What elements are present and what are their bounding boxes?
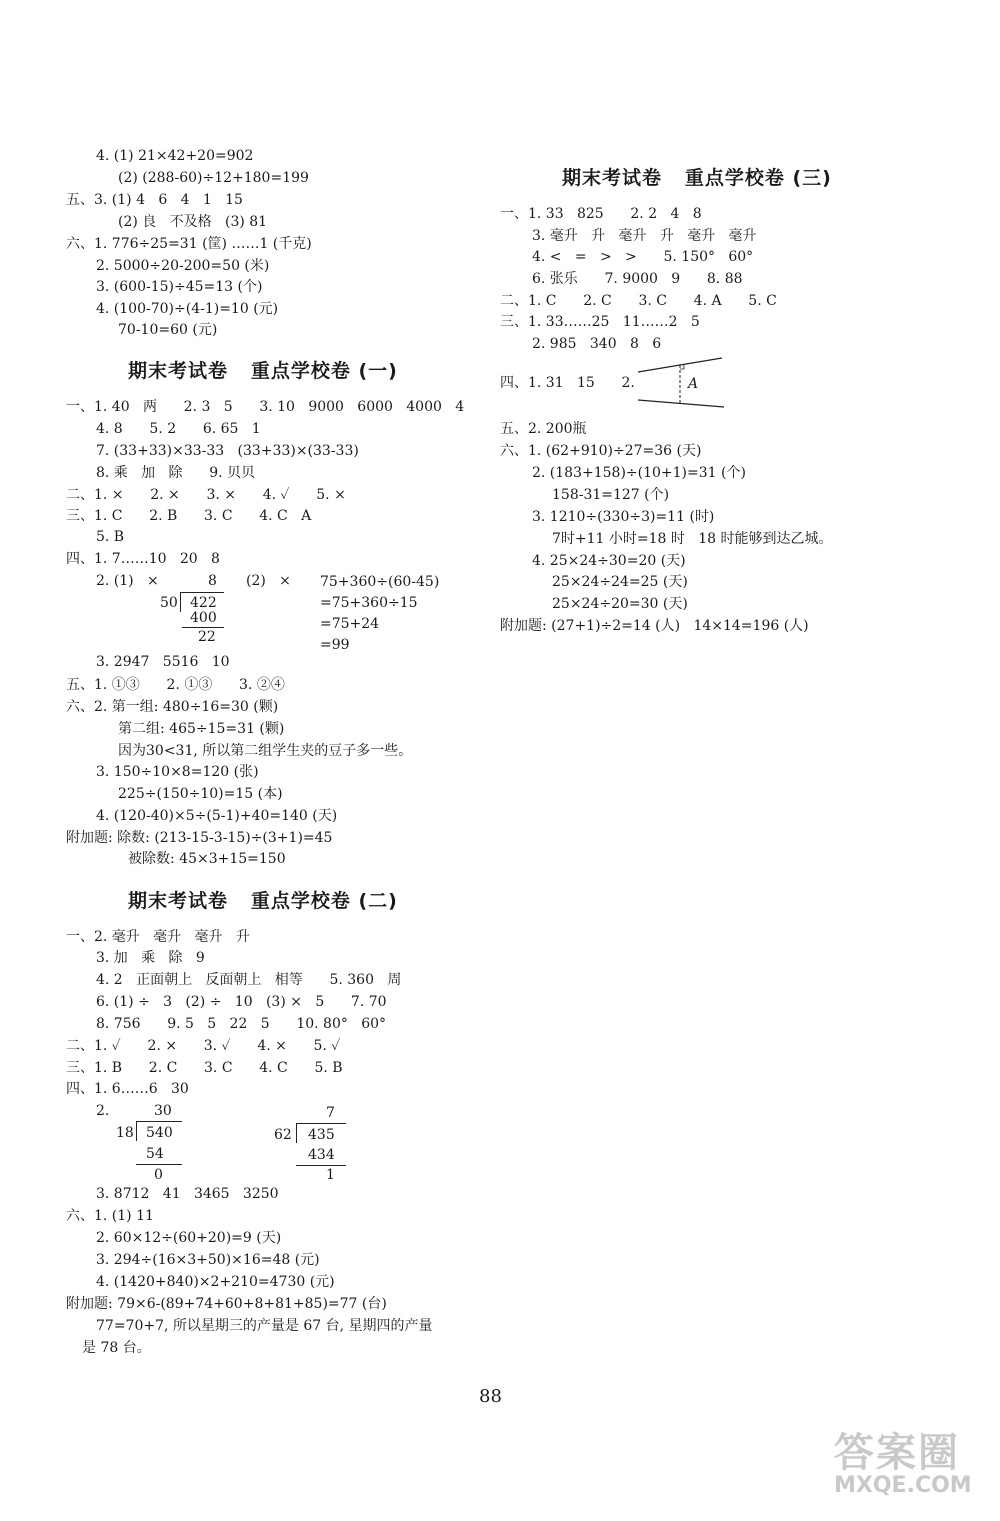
equation: =75+360÷15 (320, 595, 418, 611)
answer-line: 4. (120-40)×5÷(5-1)+40=140 (天) (96, 808, 338, 824)
watermark-logo (830, 1419, 986, 1507)
answer-line: 四、1. 31 15 2. (500, 375, 635, 391)
watermark-url: MXQE.COM (834, 1473, 972, 1498)
answer-line: 2. 5000÷20-200=50 (米) (96, 258, 270, 274)
remainder: 0 (154, 1167, 163, 1183)
divisor: 62 (274, 1127, 292, 1143)
answer-line: 3. 2947 5516 10 (96, 654, 230, 670)
answer-line: 二、1. ✓ 2. × 3. ✓ 4. × 5. ✓ (66, 1038, 341, 1054)
answer-line: 五、1. ①③ 2. ①③ 3. ②④ (66, 677, 285, 693)
answer-line: 五、2. 200瓶 (500, 421, 587, 437)
division-bracket (296, 1123, 297, 1143)
answer-line: 2. (183+158)÷(10+1)=31 (个) (532, 465, 746, 481)
answer-line: 一、1. 33 825 2. 2 4 8 (500, 206, 702, 222)
equation: =99 (320, 637, 350, 653)
answer-line: 25×24÷20=30 (天) (552, 596, 688, 612)
answer-line: 六、1. (62+910)÷27=36 (天) (500, 443, 702, 459)
answer-line: 三、1. 33……25 11……2 5 (500, 314, 700, 330)
answer-line: 4. (1420+840)×2+210=4730 (元) (96, 1274, 335, 1290)
division-bracket (180, 592, 181, 612)
answer-line: 3. 150÷10×8=120 (张) (96, 764, 259, 780)
answer-line: 77=70+7, 所以星期三的产量是 67 台, 星期四的产量 (96, 1318, 433, 1334)
answer-line: 3. 毫升 升 毫升 升 毫升 毫升 (532, 228, 757, 244)
equation: =75+24 (320, 616, 380, 632)
product: 434 (308, 1147, 335, 1163)
answer-line: 附加题: 除数: (213-15-3-15)÷(3+1)=45 (66, 830, 333, 846)
section-title: 期末考试卷 重点学校卷 (三) (562, 167, 832, 189)
division-bar (136, 1121, 182, 1122)
section-title: 期末考试卷 重点学校卷 (二) (128, 890, 398, 912)
answer-line: 四、1. 7……10 20 8 (66, 551, 220, 567)
answer-line: 8. 乘 加 除 9. 贝贝 (96, 465, 256, 481)
answer-line: 3. 8712 41 3465 3250 (96, 1186, 279, 1202)
answer-line: 四、1. 6……6 30 (66, 1081, 189, 1097)
answer-line: 因为30<31, 所以第二组学生夹的豆子多一些。 (118, 743, 413, 759)
answer-line: 二、1. C 2. C 3. C 4. A 5. C (500, 293, 777, 309)
section-title: 期末考试卷 重点学校卷 (一) (128, 360, 398, 382)
subtract-line (136, 1164, 182, 1165)
product: 400 (190, 610, 217, 626)
answer-line: 7时+11 小时=18 时 18 时能够到达乙城。 (552, 531, 833, 547)
divisor: 18 (116, 1125, 134, 1141)
answer-line: 一、1. 40 两 2. 3 5 3. 10 9000 6000 4000 4 (66, 399, 465, 415)
product: 54 (146, 1146, 164, 1162)
answer-line: 二、1. × 2. × 3. × 4. ✓ 5. × (66, 487, 346, 503)
perpendicular-figure (636, 354, 726, 410)
answer-line: 被除数: 45×3+15=150 (128, 851, 286, 867)
answer-line: 六、2. 第一组: 480÷16=30 (颗) (66, 699, 279, 715)
answer-line: 225÷(150÷10)=15 (本) (118, 786, 283, 802)
answer-line: 3. (600-15)÷45=13 (个) (96, 279, 263, 295)
subtract-line (296, 1165, 346, 1166)
equation: 75+360÷(60-45) (320, 574, 440, 590)
answer-line: 一、2. 毫升 毫升 毫升 升 (66, 929, 250, 945)
answer-line: 8. 756 9. 5 5 22 5 10. 80° 60° (96, 1016, 387, 1032)
answer-line: 三、1. C 2. B 3. C 4. C A (66, 508, 312, 524)
answer-line: 5. B (96, 529, 125, 545)
answer-line: 附加题: 79×6-(89+74+60+8+81+85)=77 (台) (66, 1296, 387, 1312)
answer-line: 4. 8 5. 2 6. 65 1 (96, 421, 261, 437)
answer-line: 25×24÷24=25 (天) (552, 574, 688, 590)
answer-line: 158-31=127 (个) (552, 487, 670, 503)
answer-line: 五、3. (1) 4 6 4 1 15 (66, 192, 243, 208)
answer-line: 是 78 台。 (82, 1340, 151, 1356)
answer-line: 附加题: (27+1)÷2=14 (人) 14×14=196 (人) (500, 618, 809, 634)
dividend: 540 (146, 1125, 173, 1141)
answer-line: 三、1. B 2. C 3. C 4. C 5. B (66, 1060, 343, 1076)
answer-line: 7. (33+33)×33-33 (33+33)×(33-33) (96, 443, 359, 459)
remainder: 22 (198, 629, 216, 645)
quotient: 30 (154, 1103, 172, 1119)
answer-line: 3. 1210÷(330÷3)=11 (时) (532, 509, 715, 525)
quotient: 8 (208, 573, 217, 589)
answer-line: 4. (100-70)÷(4-1)=10 (元) (96, 301, 279, 317)
answer-line: 2. 60×12÷(60+20)=9 (天) (96, 1230, 282, 1246)
answer-line: 2. 985 340 8 6 (532, 336, 662, 352)
division-label: 2. (96, 1103, 110, 1119)
answer-line: 6. 张乐 7. 9000 9 8. 88 (532, 271, 743, 287)
dividend: 435 (308, 1127, 335, 1143)
remainder: 1 (326, 1167, 335, 1183)
divisor: 50 (160, 595, 178, 611)
answer-line: (2) 良 不及格 (3) 81 (118, 214, 268, 230)
quotient: 7 (326, 1105, 335, 1121)
answer-line: 六、1. 776÷25=31 (筐) ……1 (千克) (66, 236, 312, 252)
answer-line: 4. (1) 21×42+20=902 (96, 148, 254, 164)
answer-line: 70-10=60 (元) (118, 322, 218, 338)
division-label: 2. (1) × (96, 573, 159, 589)
page-number: 88 (479, 1386, 502, 1407)
division-label: (2) × (246, 573, 291, 589)
answer-line: 4. 2 正面朝上 反面朝上 相等 5. 360 周 (96, 972, 402, 988)
answer-line: 4. 25×24÷30=20 (天) (532, 553, 686, 569)
division-bar (180, 592, 224, 593)
answer-line: 第二组: 465÷15=31 (颗) (118, 721, 285, 737)
watermark-brand: 答案圈 (834, 1430, 960, 1476)
label-a: A (688, 376, 699, 392)
answer-line: (2) (288-60)÷12+180=199 (118, 170, 309, 186)
answer-line: 4. < = > > 5. 150° 60° (532, 249, 754, 265)
dividend: 422 (190, 595, 217, 611)
answer-line: 3. 加 乘 除 9 (96, 950, 205, 966)
division-bracket (136, 1121, 137, 1141)
division-bar (296, 1123, 346, 1124)
answer-line: 3. 294÷(16×3+50)×16=48 (元) (96, 1252, 320, 1268)
answer-line: 六、1. (1) 11 (66, 1208, 154, 1224)
answer-line: 6. (1) ÷ 3 (2) ÷ 10 (3) × 5 7. 70 (96, 994, 387, 1010)
